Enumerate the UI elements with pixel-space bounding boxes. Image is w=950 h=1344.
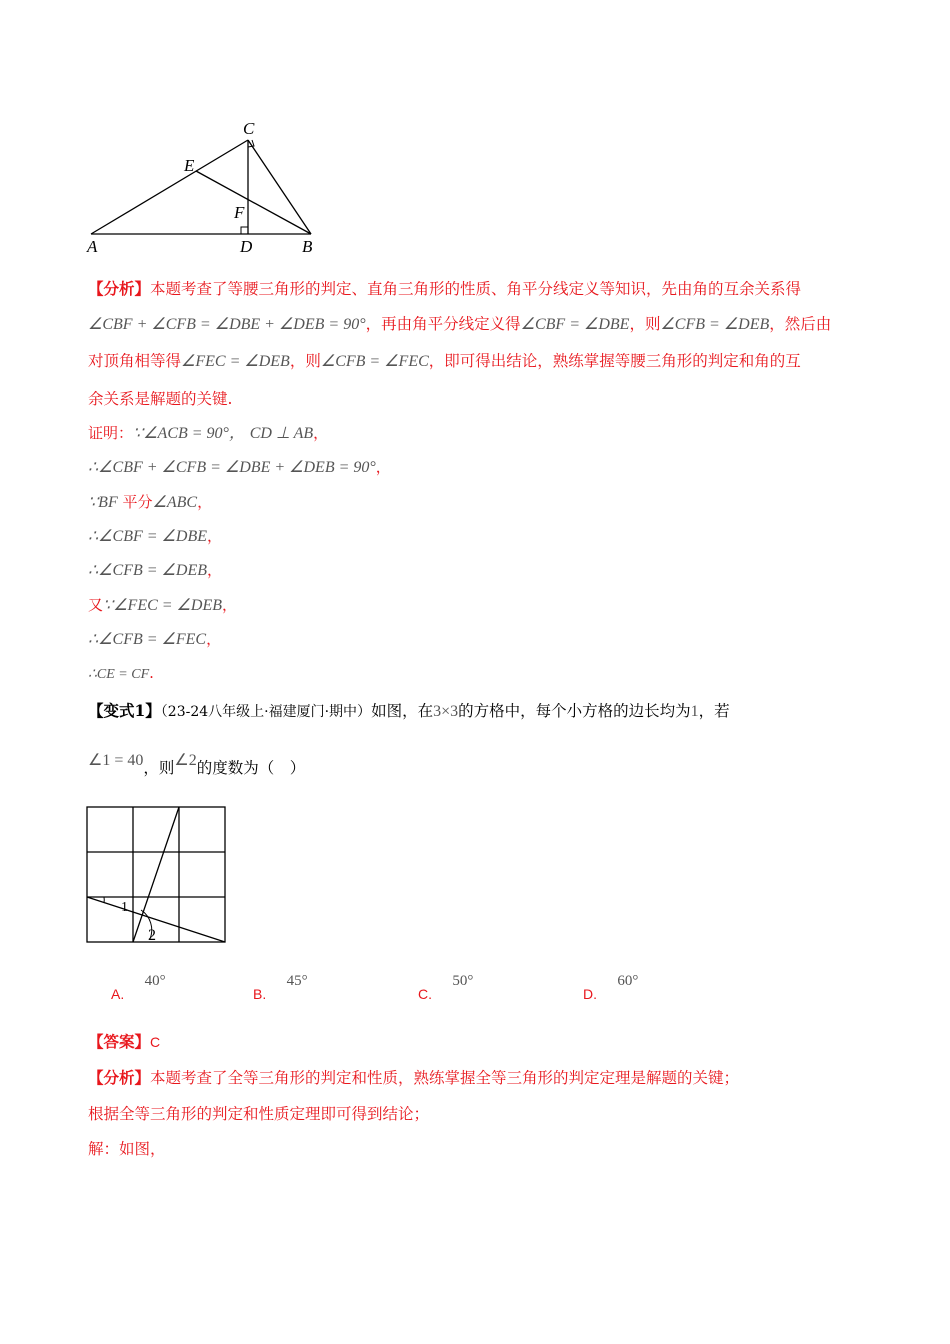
analysis-1-line-4: 余关系是解题的关键. [88, 390, 233, 408]
variant-tag: 【变式1】 [88, 701, 161, 720]
proof-line-5: ∴∠CFB = ∠DEB， [88, 561, 222, 579]
angle-label-2: 2 [148, 927, 156, 944]
diagonal-line-2 [133, 807, 179, 942]
analysis-1-line-3: 对顶角相等得∠FEC = ∠DEB，则∠CFB = ∠FEC，即可得出结论，熟练掌握等腰三角形的判定和角的互 [88, 352, 801, 370]
analysis-2-line-2: 根据全等三角形的判定和性质定理即可得到结论； [88, 1105, 430, 1123]
triangle-figure [80, 118, 340, 258]
proof-line-4: ∴∠CBF = ∠DBE， [88, 527, 222, 545]
variant-question-line-1: 【变式1】（23-24八年级上·福建厦门·期中）如图，在3×3的方格中，每个小方格的边长均为1，若 [88, 701, 730, 720]
grid-figure [80, 800, 240, 950]
label-e: E [184, 156, 195, 175]
proof-line-6: 又∵∠FEC = ∠DEB， [88, 596, 238, 614]
proof-line-8: ∴CE = CF. [88, 664, 154, 682]
segment-cb [248, 140, 311, 234]
label-f: F [234, 203, 245, 222]
option-b[interactable]: B. 45° [253, 973, 308, 1002]
analysis-2-line-3: 解：如图， [88, 1140, 166, 1158]
proof-line-1: 证明：∵∠ACB = 90°， CD ⊥ AB， [88, 424, 329, 442]
label-c: C [243, 119, 255, 138]
option-a[interactable]: A. 40° [111, 973, 166, 1002]
label-d: D [240, 237, 253, 256]
analysis-2-tag: 【分析】 [88, 1068, 151, 1087]
label-a: A [87, 237, 98, 256]
proof-line-2: ∴∠CBF + ∠CFB = ∠DBE + ∠DEB = 90°， [88, 458, 391, 476]
analysis-1-line-2: ∠CBF + ∠CFB = ∠DBE + ∠DEB = 90°，再由角平分线定义得∠CBF = ∠DBE，则∠CFB = ∠DEB，然后由 [88, 315, 832, 333]
option-c[interactable]: C. 50° [418, 973, 474, 1002]
right-angle-mark-d [241, 227, 248, 234]
analysis-1-line-1: 【分析】本题考查了等腰三角形的判定、直角三角形的性质、角平分线定义等知识，先由角的互余关系得 [88, 279, 802, 298]
answer-line: 【答案】C [88, 1032, 161, 1051]
analysis-2-line-1: 【分析】本题考查了全等三角形的判定和性质，熟练掌握全等三角形的判定定理是解题的关键； [88, 1068, 740, 1087]
variant-question-line-2: ∠1 = 40，则∠2的度数为（ ） [88, 752, 306, 777]
option-d[interactable]: D. 60° [583, 973, 639, 1002]
label-b: B [302, 237, 313, 256]
proof-line-7: ∴∠CFB = ∠FEC， [88, 630, 222, 648]
diagonal-line-1 [87, 897, 225, 942]
analysis-tag: 【分析】 [88, 279, 151, 298]
answer-tag: 【答案】 [88, 1032, 151, 1051]
proof-line-3: ∵BF 平分∠ABC， [88, 493, 213, 511]
segment-be [196, 171, 311, 234]
angle-label-1: 1 [121, 900, 128, 915]
